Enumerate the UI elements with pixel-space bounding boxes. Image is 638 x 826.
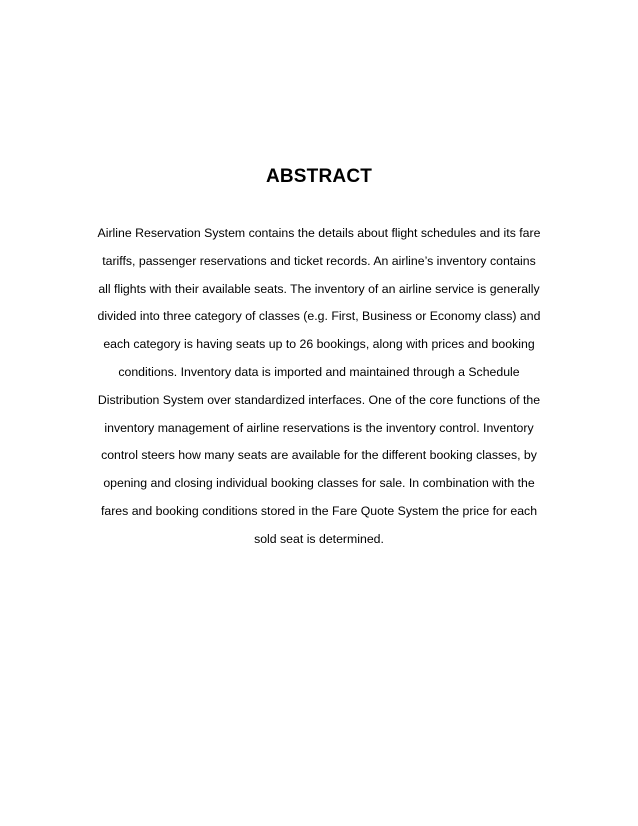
paragraph-line: inventory management of airline reservations is the inventory control. Inventory [104, 420, 534, 435]
paragraph-line: Distribution System over standardized interfaces. One of the core functions of the [97, 392, 541, 407]
paragraph-line: all flights with their available seats. The inventory of an airline service is generally [98, 281, 540, 296]
paragraph-line: Airline Reservation System contains the details about flight schedules and its fare [97, 226, 541, 240]
abstract-paragraph [60, 220, 578, 554]
paragraph-line: each category is having seats up to 26 bookings, along with prices and booking [103, 337, 535, 352]
page-title: ABSTRACT [265, 166, 373, 187]
paragraph-line: conditions. Inventory data is imported and maintained through a Schedule [118, 364, 520, 379]
paragraph-line: control steers how many seats are available for the different booking classes, by [101, 448, 537, 463]
paragraph-line: divided into three category of classes (e.g. First, Business or Economy class) and [97, 309, 541, 324]
paragraph-line: opening and closing individual booking classes for sale. In combination with the [103, 476, 535, 491]
paragraph-line: sold seat is determined. [254, 531, 384, 546]
paragraph-line: tariffs, passenger reservations and ticket records. An airline’s inventory contains [102, 253, 536, 268]
paragraph-line: fares and booking conditions stored in the Fare Quote System the price for each [100, 503, 538, 518]
